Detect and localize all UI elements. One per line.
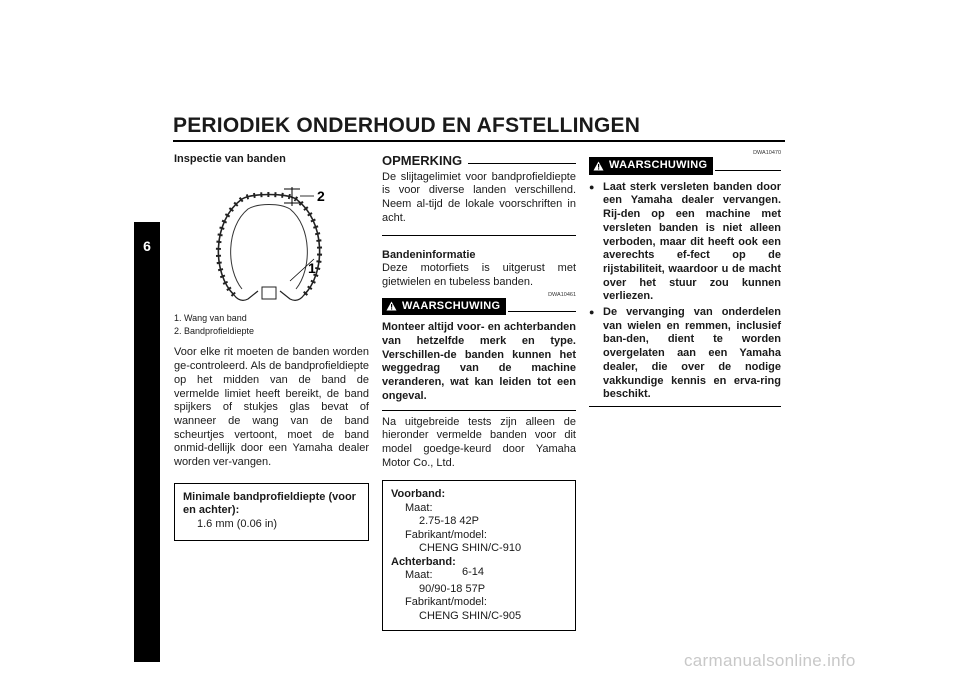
list-item: ● Laat sterk versleten banden door een Yamaha dealer vervangen. Rij-den op een machine met versleten banden is niet alleen verboden, maar dit heeft ook een averechts ef-fect op de rijstabiliteit, waardoor u de macht over het stuur zou kunnen verliezen. — [589, 181, 781, 304]
warning-triangle-icon — [386, 301, 397, 311]
list-item: ● De vervanging van onderdelen van wielen en remmen, inclusief ban-den, dient te worden overgelaten aan een Yamaha dealer, die over de nodige vakkundige kennis en erva-ring beschikt. — [589, 306, 781, 402]
note-text: De slijtagelimiet voor bandprofieldiepte is voor diverse landen verschillend. Neem al-tijd de lokale voorschriften in acht. — [382, 170, 576, 224]
chapter-tab — [134, 222, 160, 662]
rear-tire-label: Achterband: — [391, 555, 456, 568]
page-number: 6-14 — [462, 566, 485, 578]
warning-label: WAARSCHUWING — [402, 299, 501, 312]
warning-header — [589, 157, 781, 175]
info-text: Deze motorfiets is uitgerust met gietwielen en tubeless banden. — [382, 262, 576, 288]
divider — [382, 235, 576, 236]
info-heading: Bandeninformatie — [382, 248, 476, 261]
warning-end-rule — [382, 410, 576, 411]
warning-header — [382, 298, 576, 316]
section-heading: Inspectie van banden — [174, 153, 286, 165]
figure-label-2: 2 — [317, 187, 325, 204]
rear-make-value: CHENG SHIN/C-905 — [419, 609, 522, 622]
warning-badge — [382, 298, 506, 316]
column-3 — [589, 150, 781, 407]
note-header — [382, 154, 576, 168]
approved-tires-text: Na uitgebreide tests zijn alleen de hieronder vermelde banden voor dit model goedge-keurd door Yamaha Motor Co., Ltd. — [382, 415, 576, 469]
tire-spec-box — [382, 480, 576, 631]
warning-badge — [589, 157, 713, 175]
min-tread-depth-box — [174, 483, 369, 542]
rear-size-label: Maat: — [405, 569, 433, 582]
spec-label: Minimale bandprofieldiepte (voor en achter): — [183, 490, 356, 517]
tire-cross-section-figure — [174, 173, 364, 308]
page-title: PERIODIEK ONDERHOUD EN AFSTELLINGEN — [173, 114, 641, 137]
front-size-value: 2.75-18 42P — [419, 515, 479, 528]
figure-caption-2: 2. Bandprofieldiepte — [174, 325, 255, 336]
warning-text: Monteer altijd voor- en achterbanden van hetzelfde merk en type. Verschillen-de banden kunnen het weggedrag van de machine veranderen, wat kan leiden tot een ongeval. — [382, 321, 576, 402]
chapter-number: 6 — [143, 238, 151, 254]
note-title: OPMERKING — [382, 153, 463, 168]
front-make-value: CHENG SHIN/C-910 — [419, 542, 522, 555]
front-make-label: Fabrikant/model: — [405, 528, 487, 541]
inspection-paragraph: Voor elke rit moeten de banden worden ge-controleerd. Als de bandprofieldiepte op het midden van de band de vermelde limiet heeft bereikt, de band spijkers of stukjes glas bevat of wanneer de wang van de band scheurtjes vertoont, moet de band onmid-dellijk door een Yamaha dealer worden ver-vangen. — [174, 346, 369, 469]
warning-bullet-list — [589, 181, 781, 402]
column-2 — [382, 155, 576, 631]
watermark: carmanualsonline.info — [684, 651, 856, 670]
warning-code: DWA10461 — [548, 291, 576, 298]
warning-label: WAARSCHUWING — [609, 159, 708, 171]
rear-size-value: 90/90-18 57P — [419, 582, 486, 595]
rear-make-label: Fabrikant/model: — [405, 596, 487, 609]
warning-code: DWA10470 — [753, 150, 781, 156]
warning-end-rule — [589, 406, 781, 407]
warning-triangle-icon — [593, 161, 604, 171]
front-size-label: Maat: — [405, 501, 433, 514]
header-rule — [173, 140, 785, 142]
figure-caption-1: 1. Wang van band — [174, 313, 247, 324]
figure-label-1: 1 — [308, 259, 316, 276]
column-1 — [174, 153, 369, 541]
front-tire-label: Voorband: — [391, 488, 446, 501]
spec-value: 1.6 mm (0.06 in) — [197, 517, 278, 530]
